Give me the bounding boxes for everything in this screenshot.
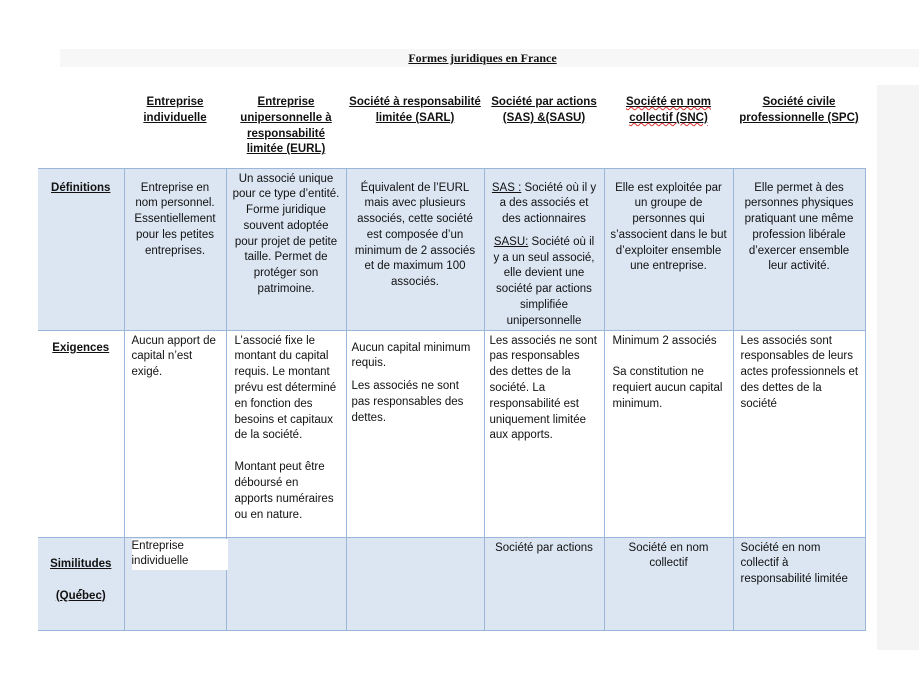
exi-sarl-p2: Les associés ne sont pas responsables des dettes. [351, 380, 464, 424]
cell-sim-snc: Société en nom collectif [604, 537, 733, 630]
exi-snc-p1: Minimum 2 associés [612, 334, 717, 347]
def-sas-label: SAS : [491, 181, 522, 194]
header-snc [604, 92, 733, 168]
header-empty [38, 92, 124, 168]
cell-def-ei: Entreprise en nom personnel. Essentiellement pour les petites entreprises. [124, 168, 226, 330]
cell-sim-sas: Société par actions [484, 537, 604, 630]
cell-def-spc: Elle permet à des personnes physiques pratiquant une même profession libérale d’exercer ensemble leur activité. [733, 168, 865, 330]
quebec-label: (Québec) [55, 589, 106, 602]
cell-sim-spc: Société en nom collectif à responsabilité limitée [733, 537, 865, 630]
cell-def-snc: Elle est exploitée par un groupe de personnes qui s’associent dans le but d’exploiter ensemble une entreprise. [604, 168, 733, 330]
header-sas: Société par actions (SAS) &(SASU) [484, 92, 604, 168]
header-snc-text: Société en nom collectif (SNC) [626, 96, 711, 124]
legal-forms-table [38, 92, 866, 631]
row-label-exigences: Exigences [38, 330, 124, 537]
row-label-definitions: Définitions [38, 168, 124, 330]
exi-eurl-p1: L’associé fixe le montant du capital requis. Le montant prévu est déterminé en fonction des besoins et capitaux de la société. [234, 334, 337, 442]
similitudes-label: Similitudes [50, 557, 112, 570]
cell-exi-ei: Aucun apport de capital n’est exigé. [124, 330, 226, 537]
header-ei: Entreprise individuelle [124, 92, 226, 168]
header-eurl: Entreprise unipersonnelle à responsabilité limitée (EURL) [226, 92, 346, 168]
table-row-similitudes [38, 537, 865, 630]
def-sasu-text: Société où il y a un seul associé, elle devient une société par actions simplifiée unipersonnelle [493, 235, 595, 327]
exi-snc-p2: Sa constitution ne requiert aucun capital minimum. [612, 366, 723, 411]
def-sasu-label: SASU: [493, 235, 529, 248]
header-sarl: Société à responsabilité limitée (SARL) [346, 92, 484, 168]
table-header-row [38, 92, 865, 168]
def-sas-para [490, 181, 599, 228]
row-label-similitudes [38, 537, 124, 630]
cell-exi-sarl [346, 330, 484, 537]
table-row-definitions [38, 168, 865, 330]
cell-def-sarl: Équivalent de l’EURL mais avec plusieurs associés, cette société est composée d’un minimum de 2 associés et de maximum 100 associés. [346, 168, 484, 330]
cell-exi-eurl [226, 330, 346, 537]
sim-ei-text: Entreprise individuelle [132, 539, 228, 571]
table-row-exigences [38, 330, 865, 537]
cell-exi-spc: Les associés sont responsables de leurs actes professionnels et des dettes de la société [733, 330, 865, 537]
cell-def-eurl: Un associé unique pour ce type d’entité. Forme juridique souvent adoptée pour projet de petite taille. Permet de protéger son patrimoine. [226, 168, 346, 330]
cell-exi-snc [604, 330, 733, 537]
cell-sim-ei [124, 537, 226, 630]
page-right-margin [877, 85, 919, 650]
def-sas-text: Société où il y a des associés et des actionnaires [499, 181, 597, 226]
cell-def-sas [484, 168, 604, 330]
cell-sim-sarl [346, 537, 484, 630]
header-spc: Société civile professionnelle (SPC) [733, 92, 865, 168]
document-title: Formes juridiques en France [408, 51, 557, 65]
exi-eurl-p2: Montant peut être déboursé en apports numéraires ou en nature. [234, 461, 334, 521]
def-sasu-para [490, 235, 599, 330]
cell-exi-sas: Les associés ne sont pas responsables des dettes de la société. La responsabilité est uniquement limitée aux apports. [484, 330, 604, 537]
cell-sim-eurl [226, 537, 346, 630]
exi-sarl-p1: Aucun capital minimum requis. [351, 341, 471, 370]
